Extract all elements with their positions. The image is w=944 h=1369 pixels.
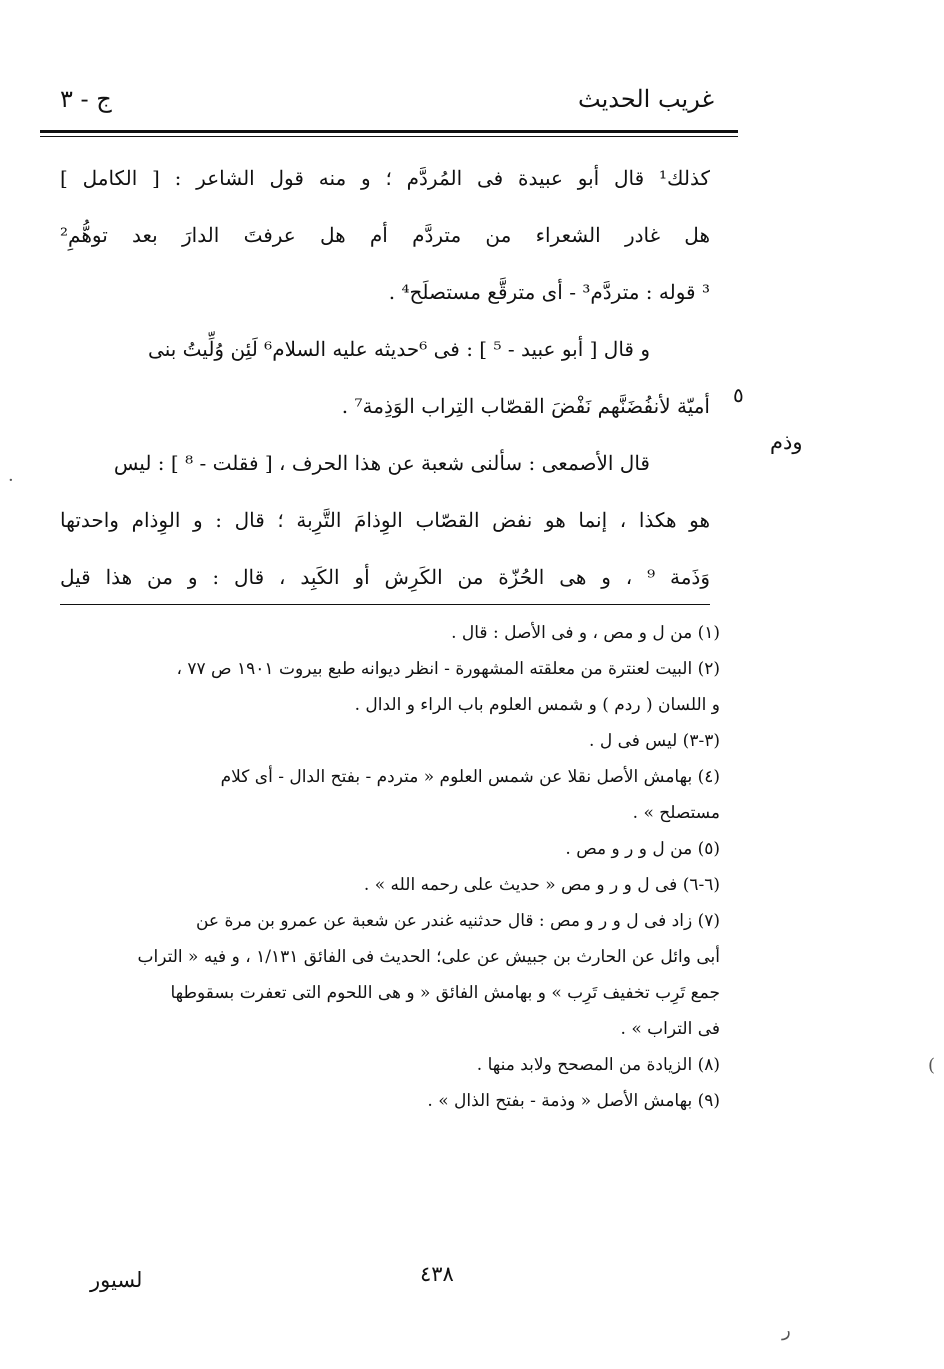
header-rule-thin xyxy=(40,136,738,137)
footnote-separator xyxy=(60,604,710,605)
footnote: (٢) البيت لعنترة من معلقته المشهورة - انظر ديوانه طبع بيروت ١٩٠١ ص ٧٧ ، xyxy=(176,659,720,679)
main-text xyxy=(60,150,710,606)
footnote: (٤) بهامش الأصل نقلا عن شمس العلوم « متردم - بفتح الدال - أى كلام xyxy=(220,767,720,787)
header-rule-thick xyxy=(40,130,738,133)
footnote: (٧) زاد فى ل و ر و مص : قال حدثنيه غندر عن شعبة عن عمرو بن مرة عن xyxy=(195,911,720,931)
footnote: جمع تَرِب تخفيف تَرِب » و بهامش الفائق « و هى اللحوم التى تعفرت بسقوطها xyxy=(170,983,720,1003)
footnote: (٥) من ل و ر و مص . xyxy=(565,839,720,859)
footnote: مستصلح » . xyxy=(632,803,720,823)
body-line: قال الأصمعى : سألنى شعبة عن هذا الحرف ، [ فقلت - ⁸ ] : ليس xyxy=(113,451,650,475)
page-number: ٤٣٨ xyxy=(420,1262,454,1286)
footnote: فى التراب » . xyxy=(620,1019,720,1039)
footnote: أبى وائل عن الحارث بن جبيش عن على؛ الحديث فى الفائق ١/١٣١ ، و فيه « التراب xyxy=(137,947,720,967)
body-line: ³ قوله : متردَّم³ - أى مترقَّع مستصلَح⁴ . xyxy=(388,280,710,304)
line-number: ٥ xyxy=(733,383,744,407)
footnote: (١) من ل و مص ، و فى الأصل : قال . xyxy=(451,623,720,643)
volume-label: ج - ٣ xyxy=(60,85,112,113)
scan-mark: · xyxy=(8,470,14,491)
body-line: كذلك¹ قال أبو عبيدة فى المُردَّم ؛ و منه قول الشاعر : [ الكامل ] xyxy=(60,166,710,190)
scan-mark: ﺭ xyxy=(782,1320,791,1341)
verse-line: هل غادر الشعراء من متردَّم أم هل عرفتَ الدارَ بعد توهُّمِ² xyxy=(60,223,710,247)
footnotes xyxy=(60,615,720,1119)
footnote: و اللسان ( ردم ) و شمس العلوم باب الراء و الدال . xyxy=(354,695,720,715)
footnote: (٩) بهامش الأصل « وذمة - بفتح الذال » . xyxy=(427,1091,720,1111)
footnote: (٦-٦) فى ل و ر و مص « حديث على رحمه الله » . xyxy=(363,875,720,895)
running-title: غريب الحديث xyxy=(578,85,714,113)
body-line: وَذَمة ⁹ ، و هى الحُزّة من الكَرِش أو الكَبِد ، قال : و من هذا قيل xyxy=(60,565,710,589)
running-header xyxy=(60,85,714,125)
footnote: (٨) الزيادة من المصحح ولابد منها . xyxy=(476,1055,720,1075)
body-line: أميّة لأنفُضَنَّهم نَفْضَ القصّاب التِراب الوَذِمة⁷ . xyxy=(341,394,710,418)
footer-signature: لسيور xyxy=(90,1268,143,1292)
body-line: هو هكذا ، إنما هو نفض القصّاب الوِذامَ التَّرِبة ؛ قال : و الوِذام واحدتها xyxy=(60,508,710,532)
body-line: و قال [ أبو عبيد - ⁵ ] : فى ⁶حديثه عليه السلام⁶ لَئِن وُلِّيتُ بنى xyxy=(148,337,650,361)
footnote: (٣-٣) ليس فى ل . xyxy=(589,731,720,751)
margin-keyword: وذم xyxy=(770,430,803,454)
scan-mark: ( xyxy=(928,1055,936,1076)
